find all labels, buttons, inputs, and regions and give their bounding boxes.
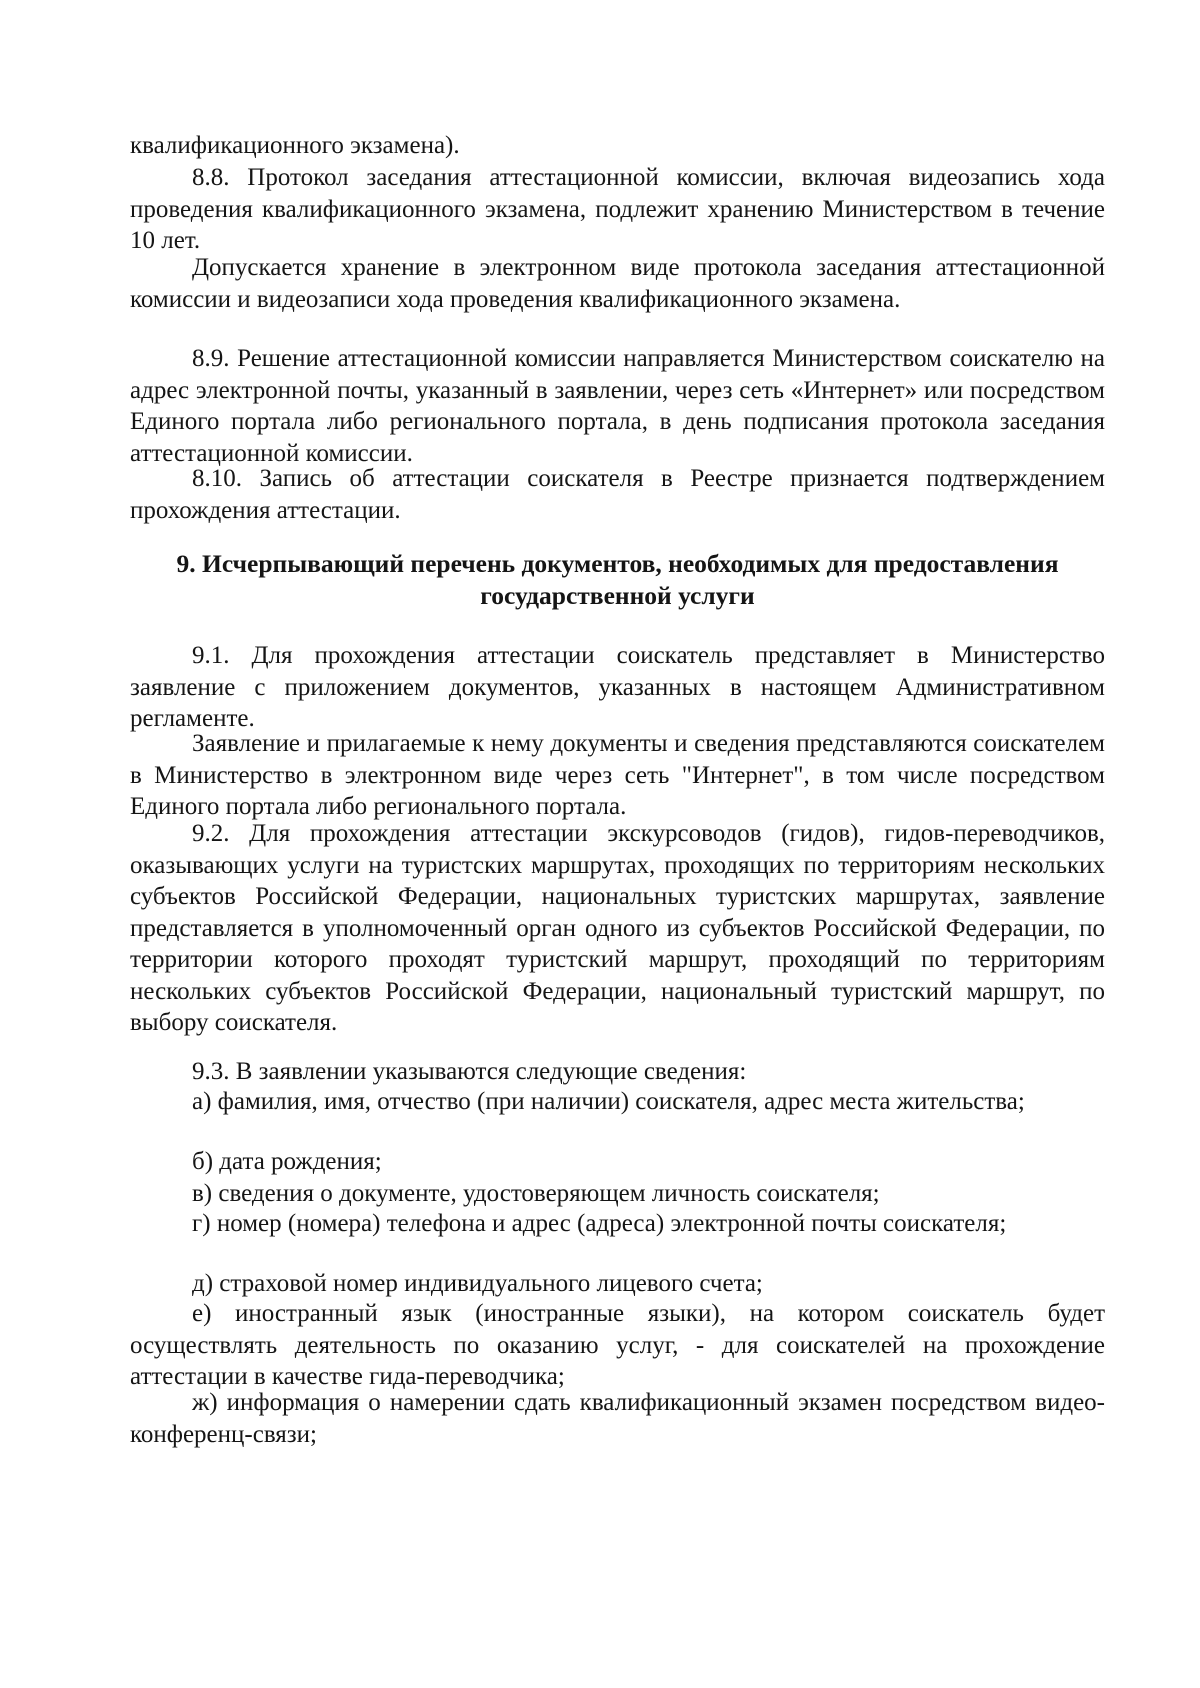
paragraph-9-1-electronic: Заявление и прилагаемые к нему документы и сведения представляются соискателем в Министерство в электронном виде через сеть "Интернет", в том числе посредством Единого портала либо регионального портала. — [130, 730, 1105, 820]
paragraph-9-3: 9.3. В заявлении указываются следующие сведения: — [192, 1058, 747, 1085]
list-item-g: г) номер (номера) телефона и адрес (адреса) электронной почты соискателя; — [192, 1210, 1007, 1237]
list-item-zh: ж) информация о намерении сдать квалификационный экзамен посредством видео-конференц-связи; — [130, 1389, 1105, 1448]
list-item-v: в) сведения о документе, удостоверяющем личность соискателя; — [192, 1180, 880, 1207]
paragraph-8-8-storage: Допускается хранение в электронном виде протокола заседания аттестационной комиссии и видеозаписи хода проведения квалификационного экзамена. — [130, 254, 1105, 313]
paragraph-9-2: 9.2. Для прохождения аттестации экскурсоводов (гидов), гидов-переводчиков, оказывающих услуги на туристских маршрутах, проходящих по территориям нескольких субъектов Российской Федерации, национальных туристских маршрутах, заявление представляется в уполномоченный орган одного из субъектов Российской Федерации, по территории которого проходят туристский маршрут, проходящий по территориям нескольких субъектов Российской Федерации, национальный туристский маршрут, по выбору соискателя. — [130, 820, 1105, 1036]
list-item-b: б) дата рождения; — [192, 1148, 382, 1175]
list-item-a: а) фамилия, имя, отчество (при наличии) соискателя, адрес места жительства; — [192, 1088, 1025, 1115]
paragraph-9-1: 9.1. Для прохождения аттестации соискатель представляет в Министерство заявление с приложением документов, указанных в настоящем Административном регламенте. — [130, 642, 1105, 732]
paragraph-8-9: 8.9. Решение аттестационной комиссии направляется Министерством соискателю на адрес электронной почты, указанный в заявлении, через сеть «Интернет» или посредством Единого портала либо регионального портала, в день подписания протокола заседания аттестационной комиссии. — [130, 345, 1105, 467]
list-item-e: е) иностранный язык (иностранные языки), на котором соискатель будет осуществлять деятельность по оказанию услуг, - для соискателей на прохождение аттестации в качестве гида-переводчика; — [130, 1300, 1105, 1390]
paragraph-8-8: 8.8. Протокол заседания аттестационной комиссии, включая видеозапись хода проведения квалификационного экзамена, подлежит хранению Министерством в течение 10 лет. — [130, 164, 1105, 254]
paragraph-8-7-tail: квалификационного экзамена). — [130, 132, 460, 159]
paragraph-8-10: 8.10. Запись об аттестации соискателя в Реестре признается подтверждением прохождения аттестации. — [130, 465, 1105, 524]
section-9-heading: 9. Исчерпывающий перечень документов, необходимых для предоставления государственной услуги — [176, 549, 1059, 610]
list-item-d: д) страховой номер индивидуального лицевого счета; — [192, 1270, 763, 1297]
